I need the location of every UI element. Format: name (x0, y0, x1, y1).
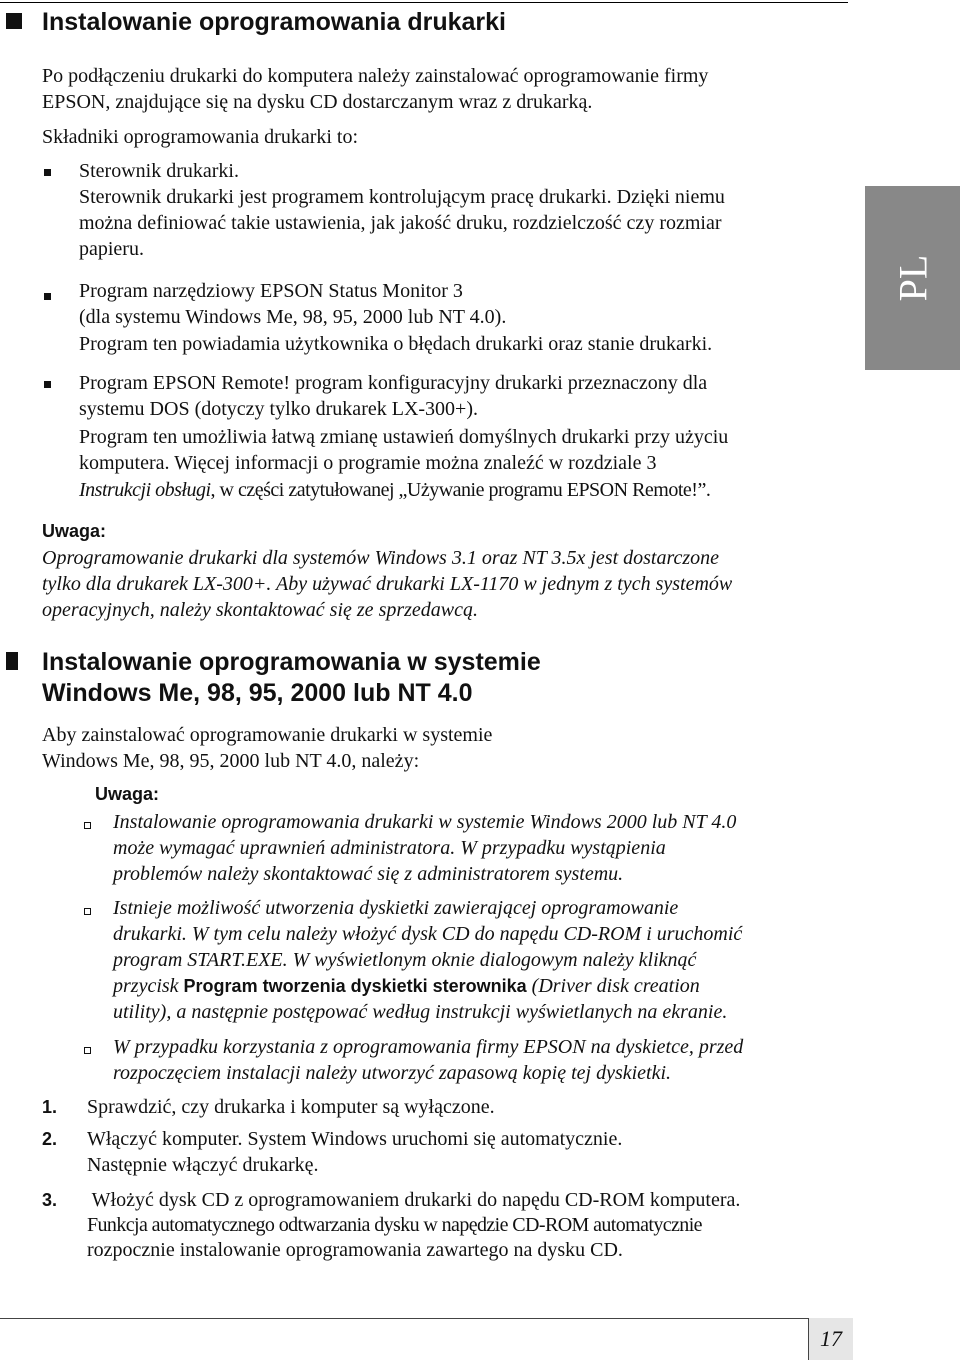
note-line: rozpoczęciem instalacji należy utworzyć zapasową kopię tej dyskietki. (113, 1062, 672, 1084)
step-number: 2. (42, 1129, 58, 1149)
list-item-line: Program narzędziowy EPSON Status Monitor 3 (79, 280, 463, 302)
top-rule (0, 2, 848, 3)
note-line: Oprogramowanie drukarki dla systemów Windows 3.1 oraz NT 3.5x jest dostarczone (42, 547, 720, 569)
note-line: utility), a następnie postępować według instrukcji wyświetlanych na ekranie. (113, 1001, 728, 1023)
intro-line: Aby zainstalować oprogramowanie drukarki w systemie (42, 724, 493, 746)
note-line: drukarki. W tym celu należy włożyć dysk CD do napędu CD-ROM i uruchomić (113, 923, 743, 945)
page-number: 17 (820, 1326, 842, 1351)
list-item-line: Sterownik drukarki jest programem kontrolującym pracę drukarki. Dzięki niemu (79, 186, 725, 208)
language-tab-label: PL (890, 254, 935, 302)
section-heading: Windows Me, 98, 95, 2000 lub NT 4.0 (42, 679, 473, 707)
step-line: Włączyć komputer. System Windows uruchomi się automatycznie. (87, 1128, 623, 1150)
note-label: Uwaga: (42, 521, 107, 541)
heading-square-bullet (6, 652, 18, 670)
language-tab (865, 186, 960, 370)
intro-line: Windows Me, 98, 95, 2000 lub NT 4.0, należy: (42, 750, 420, 772)
heading-square-bullet (6, 13, 22, 29)
button-reference: Program tworzenia dyskietki sterownika (183, 976, 527, 996)
list-item-line: systemu DOS (dotyczy tylko drukarek LX-300+). (79, 398, 478, 420)
note-bullet (84, 908, 91, 915)
list-bullet (44, 381, 51, 388)
section-heading: Instalowanie oprogramowania drukarki (42, 8, 507, 36)
note-bullet (84, 822, 91, 829)
note-line: Istnieje możliwość utworzenia dyskietki zawierającej oprogramowanie (113, 897, 679, 919)
footer-rule (0, 1318, 808, 1319)
step-line: Włożyć dysk CD z oprogramowaniem drukarki do napędu CD-ROM komputera. (87, 1189, 741, 1211)
list-item-line: (dla systemu Windows Me, 98, 95, 2000 lub NT 4.0). (79, 306, 507, 328)
list-item-line: Program ten powiadamia użytkownika o błędach drukarki oraz stanie drukarki. (79, 333, 713, 355)
list-bullet (44, 169, 51, 176)
note-text: (Driver disk creation (526, 975, 700, 997)
section-heading: Instalowanie oprogramowania w systemie (42, 648, 541, 676)
note-line: może wymagać uprawnień administratora. W przypadku wystąpienia (113, 837, 666, 859)
note-line: problemów należy skontaktować się z administratorem systemu. (113, 863, 624, 885)
list-item-line (79, 477, 710, 504)
intro-line: EPSON, znajdujące się na dysku CD dostarczanym wraz z drukarką. (42, 91, 593, 113)
list-item-line: Program EPSON Remote! program konfiguracyjny drukarki przeznaczony dla (79, 372, 708, 394)
manual-reference: , w części zatytułowanej „Używanie programu EPSON Remote!”. (210, 479, 711, 501)
list-item-line: Sterownik drukarki. (79, 160, 239, 182)
step-line: Sprawdzić, czy drukarka i komputer są wyłączone. (87, 1096, 495, 1118)
note-line: Instalowanie oprogramowania drukarki w systemie Windows 2000 lub NT 4.0 (113, 811, 737, 833)
note-line: operacyjnych, należy skontaktować się ze sprzedawcą. (42, 599, 479, 621)
list-item-line: papieru. (79, 238, 144, 260)
page-number-box (808, 1318, 853, 1360)
list-bullet (44, 293, 51, 300)
intro-line: Po podłączeniu drukarki do komputera należy zainstalować oprogramowanie firmy (42, 65, 709, 87)
note-text: przycisk (113, 975, 184, 997)
list-item-line: Program ten umożliwia łatwą zmianę ustawień domyślnych drukarki przy użyciu (79, 426, 729, 448)
note-label: Uwaga: (95, 784, 160, 804)
note-line: W przypadku korzystania z oprogramowania firmy EPSON na dyskietce, przed (113, 1036, 744, 1058)
note-line: tylko dla drukarek LX-300+. Aby używać drukarki LX-1170 w jednym z tych systemów (42, 573, 733, 595)
list-item-line: komputera. Więcej informacji o programie można znaleźć w rozdziale 3 (79, 452, 657, 474)
step-number: 3. (42, 1190, 58, 1210)
note-bullet (84, 1047, 91, 1054)
step-line: rozpocznie instalowanie oprogramowania zawartego na dysku CD. (87, 1239, 623, 1261)
list-item-line: można definiować takie ustawienia, jak jakość druku, rozdzielczość czy rozmiar (79, 212, 722, 234)
step-line: Funkcja automatycznego odtwarzania dysku w napędzie CD-ROM automatycznie (87, 1214, 702, 1236)
components-intro: Składniki oprogramowania drukarki to: (42, 126, 359, 148)
step-line: Następnie włączyć drukarkę. (87, 1154, 319, 1176)
manual-title: Instrukcji obsługi (79, 479, 211, 501)
note-line: program START.EXE. W wyświetlonym oknie dialogowym należy kliknąć (113, 949, 697, 971)
step-number: 1. (42, 1097, 58, 1117)
note-line (113, 973, 700, 1000)
